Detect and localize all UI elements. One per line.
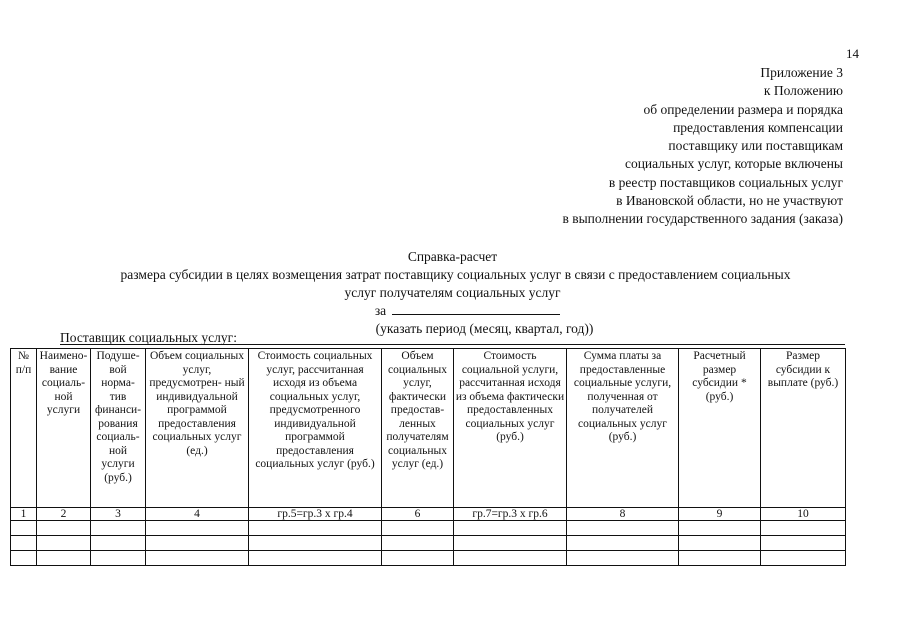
table-cell[interactable]	[679, 536, 761, 551]
column-numbering-row	[11, 508, 846, 521]
table-cell[interactable]	[567, 536, 679, 551]
column-number: 4	[146, 508, 249, 521]
subsidy-calculation-table	[10, 348, 846, 566]
document-subtitle-line2: услуг получателям социальных услуг	[344, 285, 561, 300]
table-cell[interactable]	[382, 551, 454, 566]
period-hint: (указать период (месяц, квартал, год))	[375, 321, 594, 336]
appendix-line: в Ивановской области, но не участвуют	[616, 193, 843, 209]
provider-fill-line[interactable]	[60, 344, 845, 345]
table-row	[11, 551, 846, 566]
table-cell[interactable]	[761, 521, 846, 536]
column-header-per-capita-norm: Подуше- вой норма- тив финанси- рования социаль- ной услуги (руб.)	[91, 349, 146, 508]
column-number: 10	[761, 508, 846, 521]
provider-label: Поставщик социальных услуг:	[60, 330, 237, 345]
table-cell[interactable]	[567, 521, 679, 536]
page-number: 14	[846, 46, 859, 61]
table-cell[interactable]	[37, 521, 91, 536]
column-number: 6	[382, 508, 454, 521]
table-cell[interactable]	[146, 536, 249, 551]
column-header-service-name: Наимено- вание социаль- ной услуги	[37, 349, 91, 508]
appendix-reference	[562, 64, 843, 229]
table-cell[interactable]	[761, 551, 846, 566]
document-subtitle-line1: размера субсидии в целях возмещения затрат поставщику социальных услуг в связи с предоставлением социальных	[120, 267, 791, 282]
table-cell[interactable]	[146, 551, 249, 566]
column-header-planned-cost: Стоимость социальных услуг, рассчитанная исходя из объема социальных услуг, предусмотренного индивидуальной программой предоставления социальных услуг (руб.)	[249, 349, 382, 508]
table-cell[interactable]	[679, 521, 761, 536]
table-cell[interactable]	[382, 536, 454, 551]
appendix-line: об определении размера и порядка	[643, 101, 843, 117]
column-header-number: № п/п	[11, 349, 37, 508]
table-cell[interactable]	[249, 521, 382, 536]
table-cell[interactable]	[454, 521, 567, 536]
appendix-line: в выполнении государственного задания (заказа)	[562, 211, 843, 227]
table-cell[interactable]	[454, 536, 567, 551]
column-number: 9	[679, 508, 761, 521]
table-cell[interactable]	[761, 536, 846, 551]
table-cell[interactable]	[91, 551, 146, 566]
table-cell[interactable]	[249, 551, 382, 566]
column-header-subsidy-payable: Размер субсидии к выплате (руб.)	[761, 349, 846, 508]
column-number: гр.7=гр.3 х гр.6	[454, 508, 567, 521]
table-cell[interactable]	[11, 551, 37, 566]
table-cell[interactable]	[679, 551, 761, 566]
column-header-payment-received: Сумма платы за предоставленные социальные услуги, полученная от получателей социальных услуг (руб.)	[567, 349, 679, 508]
period-label: за	[374, 303, 387, 318]
table-header-row	[11, 349, 846, 508]
column-number: 3	[91, 508, 146, 521]
column-header-planned-volume: Объем социальных услуг, предусмотрен- ный индивидуальной программой предоставления социальных услуг (ед.)	[146, 349, 249, 508]
period-blank-field[interactable]	[392, 303, 560, 315]
appendix-line: к Положению	[763, 83, 843, 99]
column-header-estimated-subsidy: Расчетный размер субсидии * (руб.)	[679, 349, 761, 508]
column-number: 1	[11, 508, 37, 521]
table-cell[interactable]	[11, 536, 37, 551]
table-cell[interactable]	[11, 521, 37, 536]
table-cell[interactable]	[91, 521, 146, 536]
table-cell[interactable]	[567, 551, 679, 566]
table-cell[interactable]	[454, 551, 567, 566]
table-cell[interactable]	[249, 536, 382, 551]
column-header-actual-cost: Стоимость социальной услуги, рассчитанная исходя из объема фактически предоставленных социальных услуг (руб.)	[454, 349, 567, 508]
period-row	[15, 302, 905, 320]
appendix-line: поставщику или поставщикам	[668, 138, 843, 154]
table-row	[11, 536, 846, 551]
appendix-line: предоставления компенсации	[673, 119, 843, 135]
table-row	[11, 521, 846, 536]
column-number: гр.5=гр.3 х гр.4	[249, 508, 382, 521]
document-heading: Справка-расчет	[407, 249, 498, 264]
table-cell[interactable]	[37, 551, 91, 566]
table-cell[interactable]	[37, 536, 91, 551]
table-cell[interactable]	[146, 521, 249, 536]
column-header-actual-volume: Объем социальных услуг, фактически предостав- ленных получателям социальных услуг (ед.)	[382, 349, 454, 508]
document-title-block	[0, 248, 905, 338]
column-number: 8	[567, 508, 679, 521]
table-cell[interactable]	[91, 536, 146, 551]
table-cell[interactable]	[382, 521, 454, 536]
appendix-line: в реестр поставщиков социальных услуг	[608, 174, 843, 190]
appendix-line: социальных услуг, которые включены	[624, 156, 843, 172]
appendix-line: Приложение 3	[760, 65, 843, 80]
column-number: 2	[37, 508, 91, 521]
